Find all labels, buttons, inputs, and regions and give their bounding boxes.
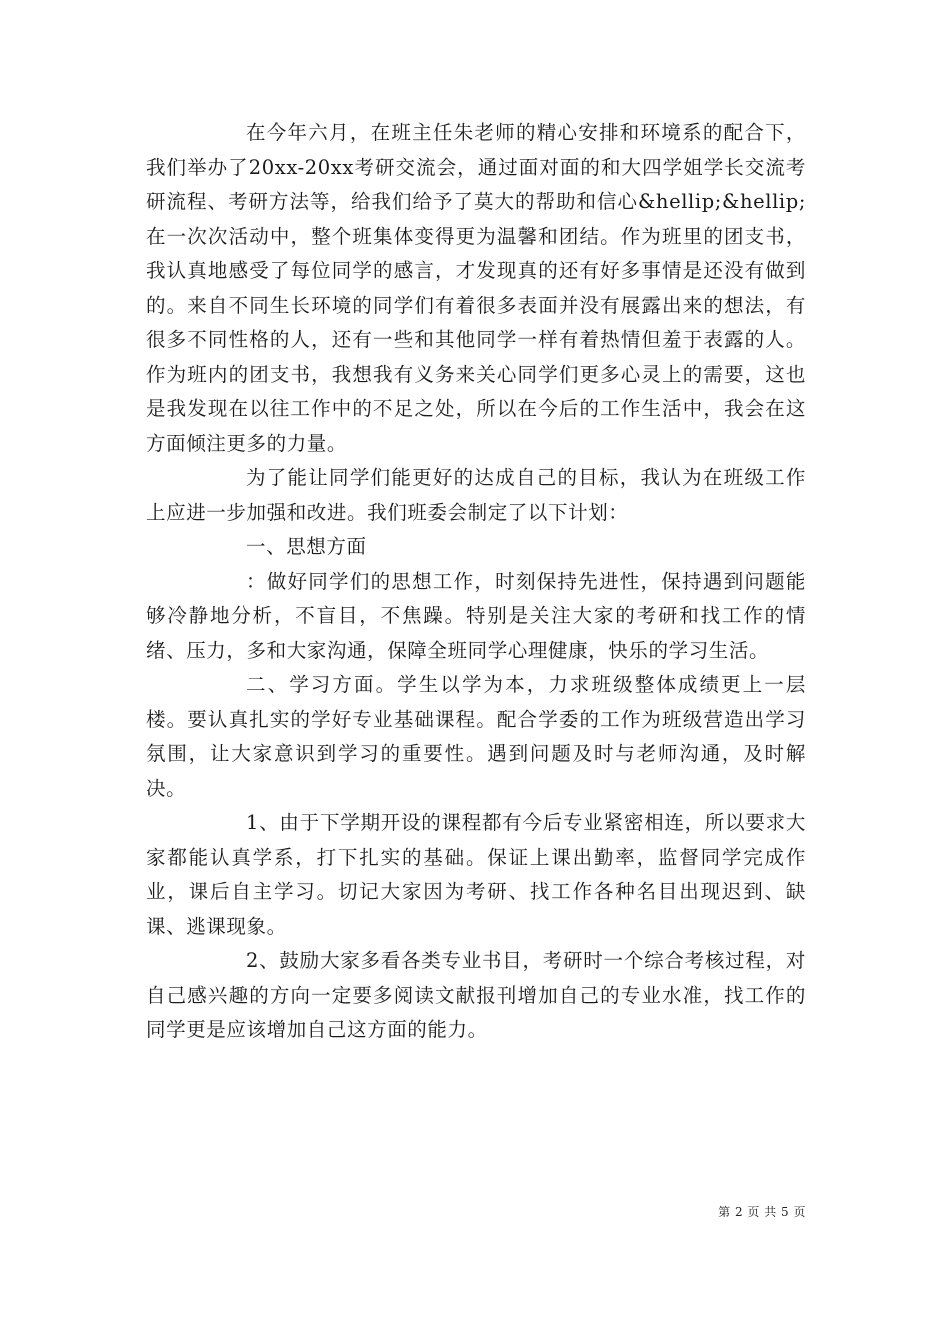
heading-ideology: 一、思想方面 [246,535,367,558]
paragraph-exchange-meeting: 在今年六月，在班主任朱老师的精心安排和环境系的配合下，我们举办了20xx-20xx考研交流会，通过面对面的和大四学姐学长交流考研流程、考研方法等，给我们给予了莫大的帮助和信心&hellip;&hellip;在一次次活动中，整个班集体变得更为温馨和团结。作为班里的团支书，我认真地感受了每位同学的感言，才发现真的还有好多事情是还没有做到的。来自不同生长环境的同学们有着很多表面并没有展露出来的想法，有很多不同性格的人，还有一些和其他同学一样有着热情但羞于表露的人。作为班内的团支书，我想我有义务来关心同学们更多心灵上的需要，这也是我发现在以往工作中的不足之处，所以在今后的工作生活中，我会在这方面倾注更多的力量。 [146,121,806,455]
paragraph-study: 二、学习方面。学生以学为本，力求班级整体成绩更上一层楼。要认真扎实的学好专业基础课程。配合学委的工作为班级营造出学习氛围，让大家意识到学习的重要性。遇到问题及时与老师沟通，及时解决。 [146,673,806,800]
paragraph-study-item-2: 2、鼓励大家多看各类专业书目，考研时一个综合考核过程，对自己感兴趣的方向一定要多阅读文献报刊增加自己的专业水准，找工作的同学更是应该增加自己这方面的能力。 [146,949,806,1041]
paragraph-study-item-1: 1、由于下学期开设的课程都有今后专业紧密相连，所以要求大家都能认真学系，打下扎实的基础。保证上课出勤率，监督同学完成作业，课后自主学习。切记大家因为考研、找工作各种名目出现迟到、缺课、逃课现象。 [146,811,806,938]
page-number: 第 2 页 共 5 页 [718,1205,806,1219]
paragraph-ideology: ：做好同学们的思想工作，时刻保持先进性，保持遇到问题能够冷静地分析，不盲目，不焦躁。特别是关注大家的考研和找工作的情绪、压力，多和大家沟通，保障全班同学心理健康，快乐的学习生活。 [146,569,806,662]
document-body [146,116,806,1048]
paragraph-plan-intro: 为了能让同学们能更好的达成自己的目标，我认为在班级工作上应进一步加强和改进。我们班委会制定了以下计划： [146,466,806,524]
